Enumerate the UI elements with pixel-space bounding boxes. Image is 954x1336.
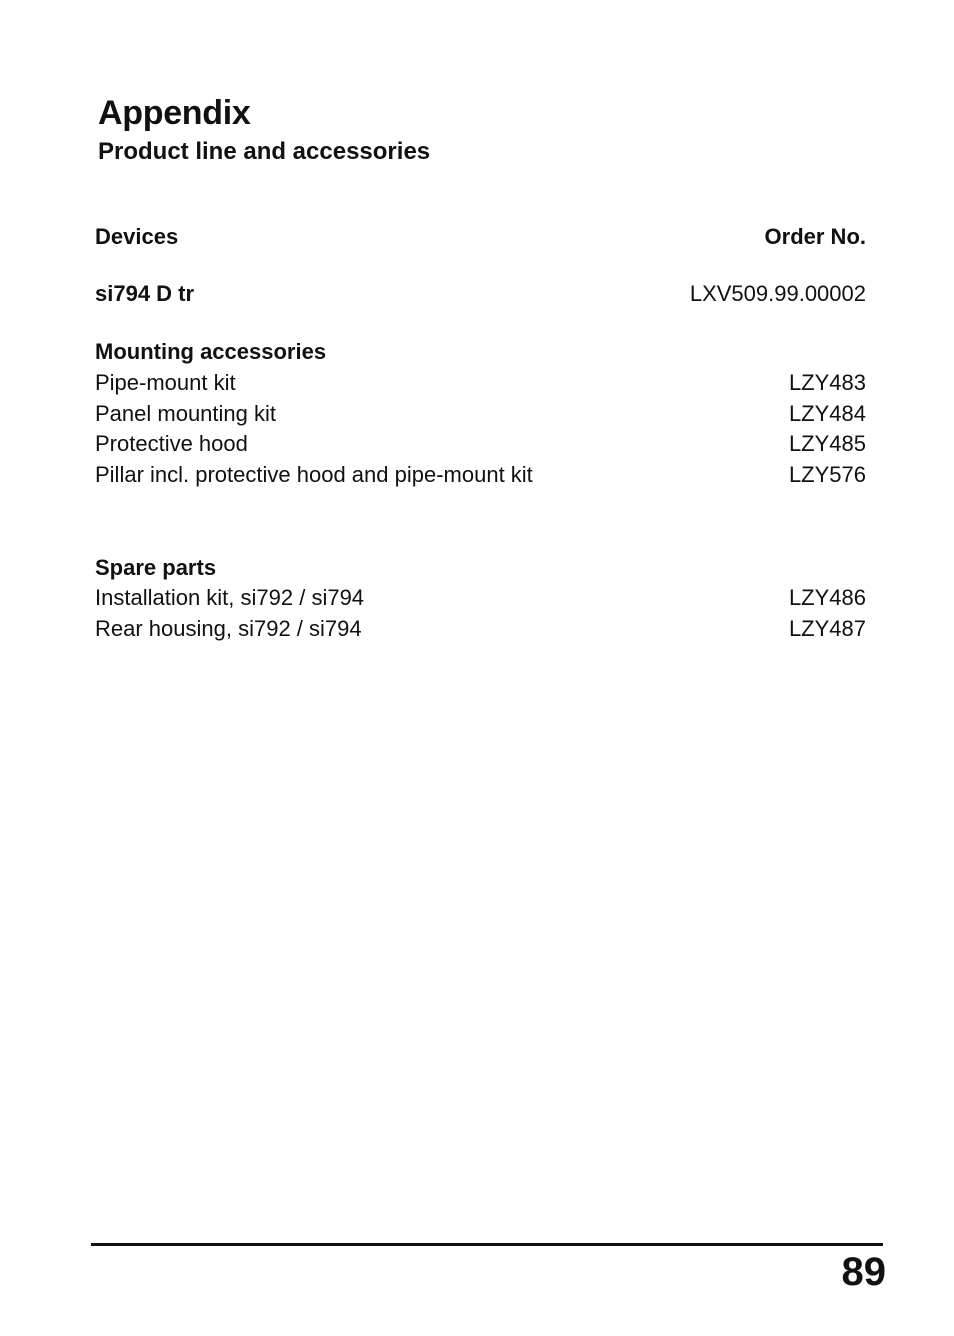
item-order-no: LZY485	[788, 431, 866, 456]
mounting-accessories-heading	[95, 336, 866, 367]
page-subtitle: Product line and accessories	[98, 138, 431, 165]
spare-parts-heading	[95, 552, 866, 583]
item-name: Protective hood	[95, 431, 248, 456]
list-item	[95, 398, 866, 429]
item-name: Panel mounting kit	[95, 401, 276, 426]
device-name: si794 D tr	[95, 281, 195, 306]
devices-column-header: Devices	[95, 224, 179, 249]
item-order-no: LZY486	[788, 585, 866, 610]
page-title: Appendix	[98, 94, 251, 132]
item-name: Pipe-mount kit	[95, 370, 236, 395]
footer-divider	[91, 1243, 883, 1246]
item-order-no: LZY576	[788, 462, 866, 487]
item-name: Rear housing, si792 / si794	[95, 616, 362, 641]
table-header	[95, 221, 866, 252]
list-item	[95, 459, 866, 490]
section-heading: Spare parts	[95, 555, 217, 580]
list-item	[95, 428, 866, 459]
page-number: 89	[841, 1250, 886, 1294]
item-order-no: LZY487	[788, 616, 866, 641]
item-order-no: LZY483	[788, 370, 866, 395]
device-row	[95, 278, 866, 309]
order-no-column-header: Order No.	[764, 224, 866, 249]
device-order-no: LXV509.99.00002	[689, 281, 866, 306]
item-name: Installation kit, si792 / si794	[95, 585, 365, 610]
list-item	[95, 367, 866, 398]
list-item	[95, 582, 866, 613]
item-name: Pillar incl. protective hood and pipe-mount kit	[95, 462, 533, 487]
item-order-no: LZY484	[788, 401, 866, 426]
list-item	[95, 613, 866, 644]
section-heading: Mounting accessories	[95, 339, 327, 364]
